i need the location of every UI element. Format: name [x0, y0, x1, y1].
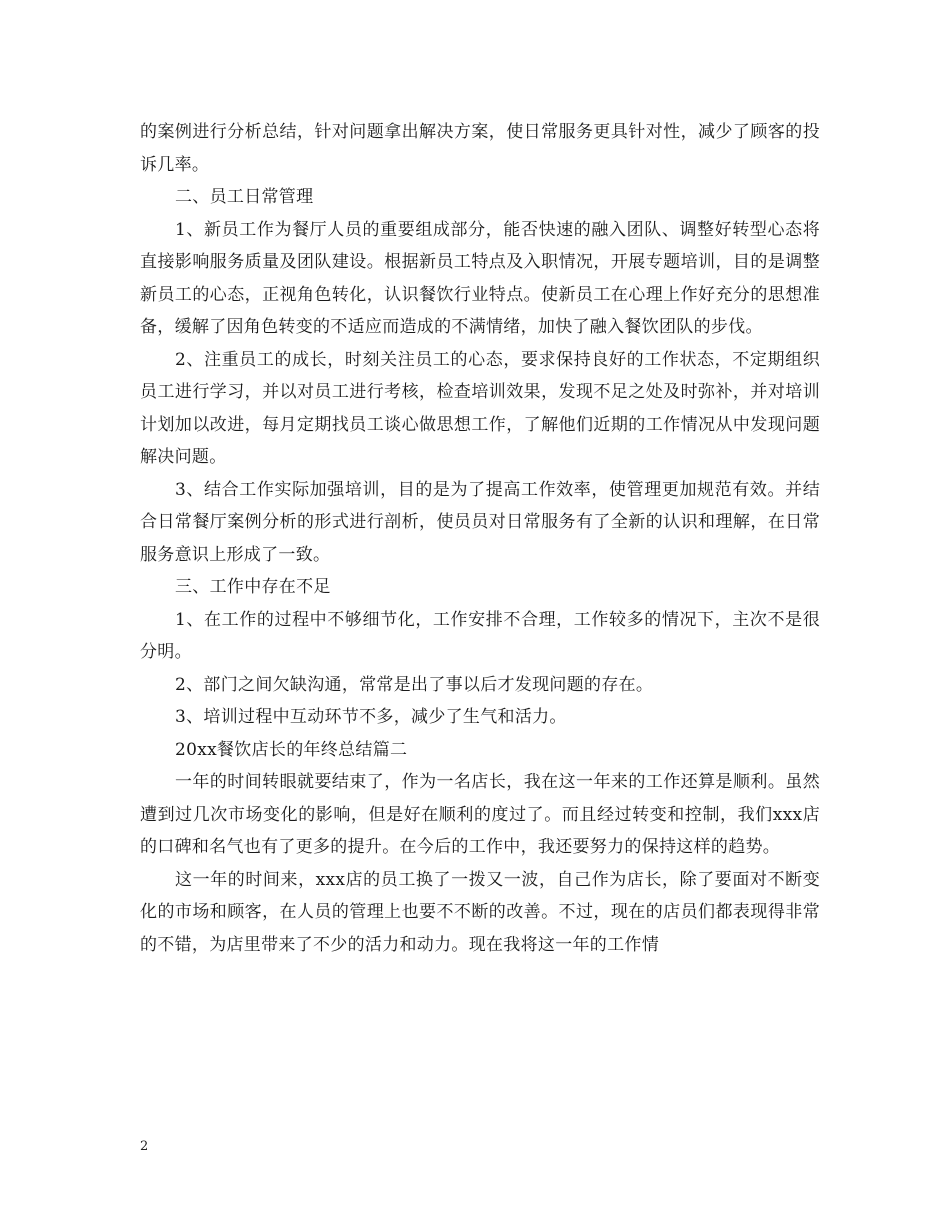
paragraph-new-staff: 1、新员工作为餐厅人员的重要组成部分，能否快速的融入团队、调整好转型心态将直接影响服务质量及团队建设。根据新员工特点及入职情况，开展专题培训，目的是调整新员工的心态，正视角色转化，认识餐饮行业特点。使新员工在心理上作好充分的思想准备，缓解了因角色转变的不适应而造成的不满情绪，加快了融入餐饮团队的步伐。 — [140, 219, 820, 337]
paragraph-staff-changes: 这一年的时间来，xxx店的员工换了一拨又一波，自己作为店长，除了要面对不断变化的市场和顾客，在人员的管理上也要不不断的改善。不过，现在的店员们都表现得非常的不错，为店里带来了不少的活力和动力。现在我将这一年的工作情 — [140, 869, 820, 955]
paragraph-continuation: 的案例进行分析总结，针对问题拿出解决方案，使日常服务更具针对性，减少了顾客的投诉几率。 — [140, 122, 820, 175]
article-title-part-two: 20xx餐饮店长的年终总结篇二 — [175, 739, 408, 760]
paragraph-year-review: 一年的时间转眼就要结束了，作为一名店长，我在这一年来的工作还算是顺利。虽然遭到过几次市场变化的影响，但是好在顺利的度过了。而且经过转变和控制，我们xxx店的口碑和名气也有了更多的提升。在今后的工作中，我还要努力的保持这样的趋势。 — [140, 772, 820, 857]
paragraph-shortcoming-3: 3、培训过程中互动环节不多，减少了生气和活力。 — [175, 707, 567, 727]
page-number: 2 — [140, 1139, 149, 1154]
section-heading-shortcomings: 三、工作中存在不足 — [175, 577, 331, 597]
section-heading-staff-management: 二、员工日常管理 — [175, 187, 314, 207]
document-body — [140, 116, 820, 961]
paragraph-shortcoming-2: 2、部门之间欠缺沟通，常常是出了事以后才发现问题的存在。 — [175, 674, 654, 695]
paragraph-staff-growth: 2、注重员工的成长，时刻关注员工的心态，要求保持良好的工作状态，不定期组织员工进行学习，并以对员工进行考核，检查培训效果，发现不足之处及时弥补，并对培训计划加以改进，每月定期找员工谈心做思想工作，了解他们近期的工作情况从中发现问题解决问题。 — [140, 349, 820, 467]
paragraph-training: 3、结合工作实际加强培训，目的是为了提高工作效率，使管理更加规范有效。并结合日常餐厅案例分析的形式进行剖析，使员员对日常服务有了全新的认识和理解，在日常服务意识上形成了一致。 — [140, 479, 820, 565]
paragraph-shortcoming-1: 1、在工作的过程中不够细节化，工作安排不合理，工作较多的情况下，主次不是很分明。 — [140, 609, 820, 662]
